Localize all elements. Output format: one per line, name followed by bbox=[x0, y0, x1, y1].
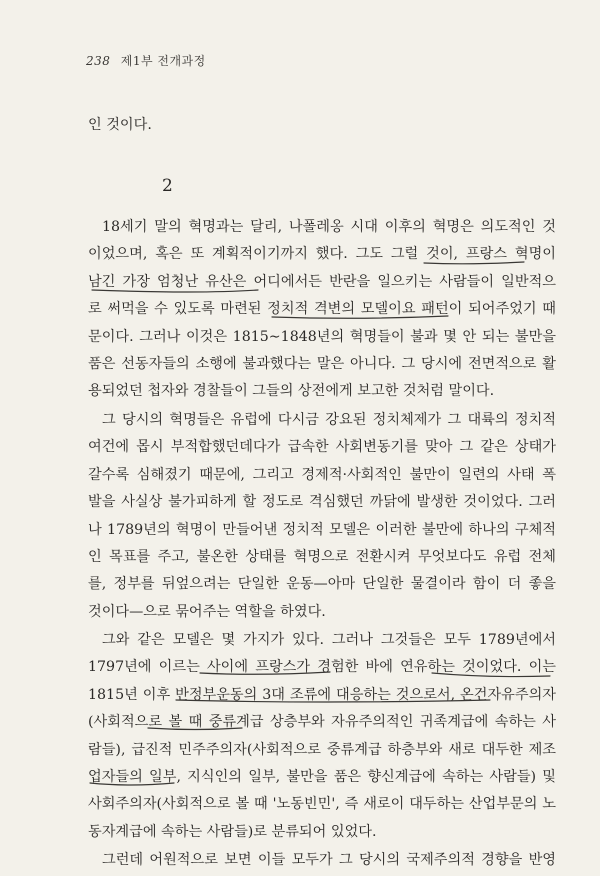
text-line: (사회적으로 볼 때 중류계급 상층부와 자유주의적인 귀족계급에 속하는 사 bbox=[88, 714, 556, 731]
text-line: 갈수록 심해졌기 때문에, 그리고 경제적·사회적인 불만이 일련의 사태 폭 bbox=[88, 466, 556, 483]
text-line: 업자들의 일부, 지식인의 일부, 불만을 품은 향신계급에 속하는 사람들) 및 bbox=[88, 768, 556, 785]
text-line: 18세기 말의 혁명과는 달리, 나폴레옹 시대 이후의 혁명은 의도적인 것 bbox=[102, 219, 556, 235]
text-line: 용되었던 첩자와 경찰들이 그들의 상전에게 보고한 것처럼 말이다. bbox=[88, 383, 495, 400]
text-line: 그 당시의 혁명들은 유럽에 다시금 강요된 정치체제가 그 대륙의 정치적 bbox=[102, 412, 556, 428]
text-line: 그와 같은 모델은 몇 가지가 있다. 그러나 그것들은 모두 1789년에서 bbox=[102, 632, 556, 648]
section-number: 2 bbox=[162, 176, 173, 196]
text-line: 인 목표를 주고, 불온한 상태를 혁명으로 전환시켜 무엇보다도 유럽 전체 bbox=[88, 548, 556, 565]
page-number: 238 bbox=[86, 54, 111, 68]
text-line: 품은 선동자들의 소행에 불과했다는 말은 아니다. 그 당시에 전면적으로 활 bbox=[88, 355, 556, 372]
text-line: 그런데 어원적으로 보면 이들 모두가 그 당시의 국제주의적 경향을 반영 bbox=[102, 852, 556, 868]
text-line: 동자계급에 속하는 사람들)로 분류되어 있었다. bbox=[88, 823, 377, 840]
text-line: 1815년 이후 반정부운동의 3대 조류에 대응하는 것으로서, 온건자유주의자 bbox=[88, 686, 556, 703]
running-header bbox=[86, 52, 206, 69]
text-line: 람들), 급진적 민주주의자(사회적으로 중류계급 하층부와 새로 대두한 제조 bbox=[88, 741, 556, 758]
text-line: 이었으며, 혹은 또 계획적이기까지 했다. 그도 그럴 것이, 프랑스 혁명이 bbox=[88, 246, 556, 263]
carryover-text: 인 것이다. bbox=[88, 117, 152, 133]
part-title: 제1부 전개과정 bbox=[120, 54, 206, 68]
text-line: 사회주의자(사회적으로 볼 때 '노동빈민', 즉 새로이 대두하는 산업부문의 노 bbox=[88, 796, 556, 813]
paragraph-3 bbox=[88, 627, 556, 846]
paragraph-2 bbox=[88, 407, 556, 626]
text-line: 발을 사실상 불가피하게 할 정도로 격심했던 까닭에 발생한 것이었다. 그러 bbox=[88, 494, 556, 511]
text-line: 여건에 몹시 부적합했던데다가 급속한 사회변동기를 맞아 그 같은 상태가 bbox=[88, 439, 556, 456]
text-line: 남긴 가장 엄청난 유산은 어디에서든 반란을 일으키는 사람들이 일반적으 bbox=[88, 273, 556, 290]
text-line: 1797년에 이르는 사이에 프랑스가 경험한 바에 연유하는 것이었다. 이는 bbox=[88, 659, 556, 676]
paragraph-1 bbox=[88, 214, 556, 406]
text-line: 문이다. 그러나 이것은 1815∼1848년의 혁명들이 불과 몇 안 되는 불만을 bbox=[88, 328, 556, 345]
text-line: 를, 정부를 뒤엎으려는 단일한 운동—아마 단일한 물결이라 함이 더 좋을 bbox=[88, 576, 556, 593]
text-line: 로 써먹을 수 있도록 마련된 정치적 격변의 모델이요 패턴이 되어주었기 때 bbox=[88, 301, 556, 318]
text-line: 나 1789년의 혁명이 만들어낸 정치적 모델은 이러한 불만에 하나의 구체적 bbox=[88, 521, 556, 538]
paragraph-4 bbox=[88, 847, 556, 874]
text-line: 것이다—으로 묶어주는 역할을 하였다. bbox=[88, 603, 326, 620]
